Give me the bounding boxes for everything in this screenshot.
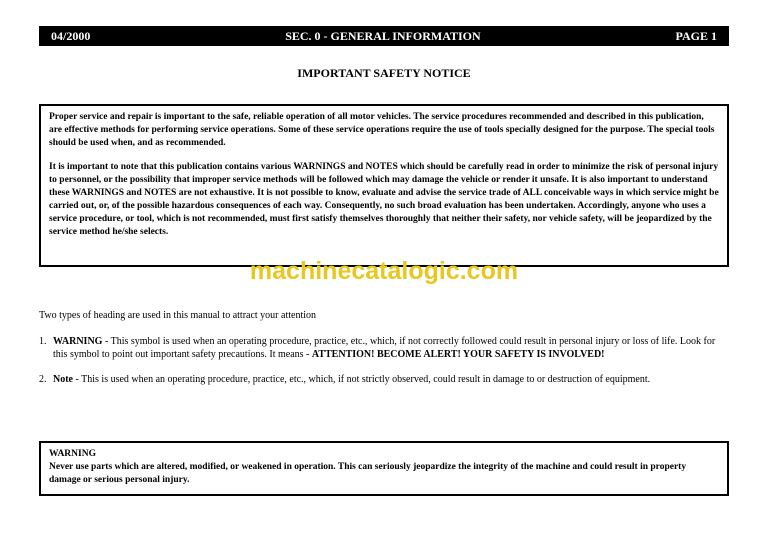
- warning-heading: WARNING: [49, 449, 96, 459]
- safety-notice-box: [39, 104, 729, 267]
- header-date: 04/2000: [51, 28, 91, 43]
- list-item-body: [53, 336, 729, 361]
- notice-paragraph-1: Proper service and repair is important to the safe, reliable operation of all motor vehicles. The service procedures recommended and described in this publication, are effective methods for performing service operations. Some of these service operations require the use of tools specially designed for the purpose. The special tools should be used when, and as recommended.: [49, 112, 715, 148]
- watermark-text: machinecatalogic.com: [249, 257, 519, 285]
- list-item-note: [39, 374, 729, 387]
- list-item-term: Note: [53, 374, 73, 385]
- list-item-warning: [39, 336, 729, 361]
- page-header: [39, 26, 729, 46]
- warning-text: Never use parts which are altered, modified, or weakened in operation. This can seriously jeopardize the integrity of the machine and could result in property damage or serious personal injury.: [49, 462, 687, 485]
- notice-paragraph-2: It is important to note that this publication contains various WARNINGS and NOTES which should be carefully read in order to minimize the risk of personal injury to personnel, or the possibility that improper service methods will be followed which may damage the vehicle or render it unsafe. It is also important to understand these WARNINGS and NOTES are not exhaustive. It is not possible to know, evaluate and advise the service trade of ALL conceivable ways in which service might be carried out, or, of the possible hazardous consequences of each way. Consequently, no such broad evaluation has been undertaken. Accordingly, anyone who uses a service procedure, or tool, which is not recommended, must first satisfy themselves thoroughly that neither their safety, nor vehicle safety, will be jeopardized by the service method he/she selects.: [49, 162, 719, 237]
- header-section: SEC. 0 - GENERAL INFORMATION: [285, 28, 481, 43]
- list-item-text: - This is used when an operating procedure, practice, etc., which, if not strictly observed, could result in damage to or destruction of equipment.: [73, 374, 651, 385]
- header-page-number: PAGE 1: [675, 28, 717, 43]
- list-item-term: WARNING: [53, 336, 103, 347]
- list-item-number: 1.: [39, 336, 47, 347]
- list-item-number: 2.: [39, 374, 47, 385]
- warning-box: [39, 441, 729, 496]
- page-title: IMPORTANT SAFETY NOTICE: [297, 66, 471, 80]
- list-item-text: - This symbol is used when an operating procedure, practice, etc., which, if not correctly followed could result in personal injury or loss of life. Look for this symbol to point out important safety precautions. It means -: [53, 336, 716, 360]
- list-item-body: [53, 374, 650, 387]
- intro-text: Two types of heading are used in this manual to attract your attention: [39, 310, 317, 321]
- list-item-emphasis: ATTENTION! BECOME ALERT! YOUR SAFETY IS INVOLVED!: [311, 348, 605, 360]
